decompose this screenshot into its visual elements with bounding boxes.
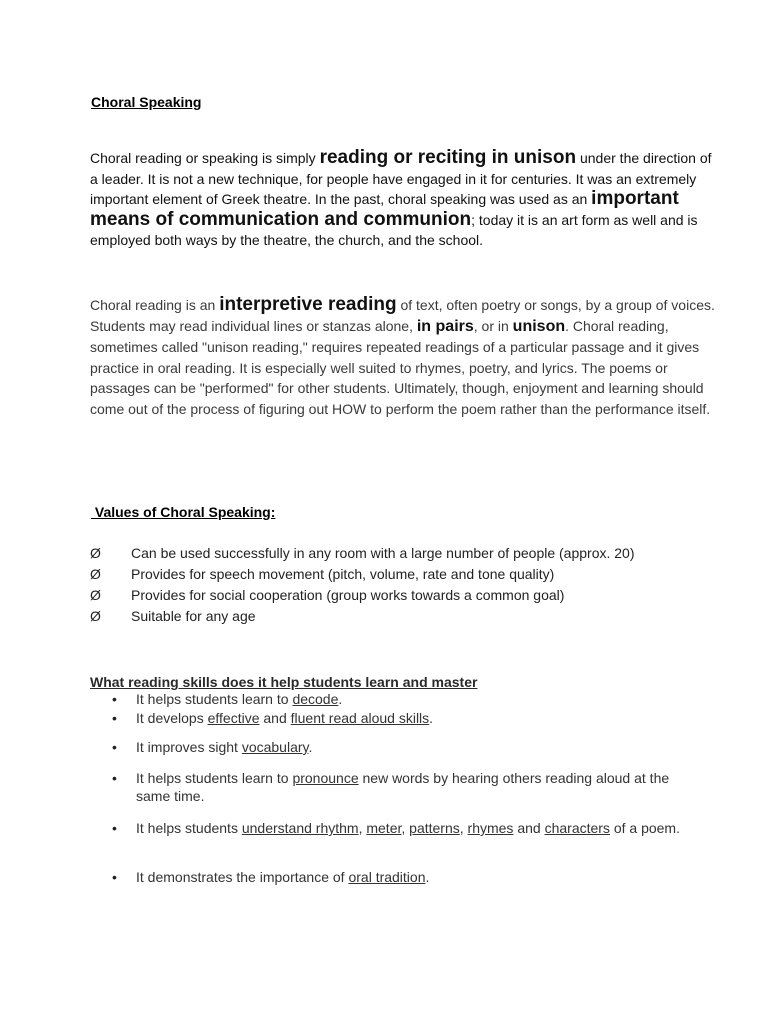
bullet-icon: • bbox=[112, 820, 117, 836]
values-list bbox=[90, 543, 635, 627]
skills-list-item bbox=[112, 738, 702, 756]
skills-term: vocabulary bbox=[241, 739, 309, 755]
skills-text: and bbox=[259, 710, 291, 726]
skills-term: characters bbox=[544, 820, 610, 836]
skills-text: , bbox=[358, 820, 367, 836]
skills-term: patterns bbox=[409, 820, 460, 836]
definition-emphasis-unison: unison bbox=[512, 317, 566, 335]
definition-text-a: Choral reading is an bbox=[90, 297, 220, 313]
skills-text: It improves sight bbox=[136, 739, 242, 755]
intro-text-c: under the direction of a leader. It is not a new technique, for people have engaged in it for centuries. It was an extremely important element of Greek theatre. In the past, choral speaking was used as an bbox=[90, 150, 712, 207]
skills-list-item bbox=[112, 868, 702, 886]
definition-emphasis-interpretive: interpretive reading bbox=[219, 294, 397, 315]
bullet-icon: • bbox=[112, 710, 117, 726]
values-item-text: Provides for speech movement (pitch, volume, rate and tone quality) bbox=[131, 566, 555, 582]
definition-text-c: of text, often poetry or songs, by a group of voices. Students may read individual lines or stanzas alone, bbox=[90, 297, 715, 334]
bullet-icon: • bbox=[112, 691, 117, 707]
skills-term: effective bbox=[207, 710, 260, 726]
skills-item-text bbox=[136, 868, 429, 886]
skills-text: It demonstrates the importance of bbox=[136, 869, 349, 885]
skills-term: rhymes bbox=[467, 820, 514, 836]
skills-text: . bbox=[338, 691, 343, 707]
skills-term: pronounce bbox=[292, 770, 359, 786]
definition-text-g: . Choral reading, sometimes called "unison reading," requires repeated readings of a particular passage and it gives practice in oral reading. It is especially well suited to rhymes, poetry, and lyrics. The poems or passages can be "performed" for other students. Ultimately, though, enjoyment and learning should come out of the process of figuring out HOW to perform the poem rather than the performance itself. bbox=[90, 317, 711, 417]
skills-text: and bbox=[513, 820, 545, 836]
values-item-text: Can be used successfully in any room with a large number of people (approx. 20) bbox=[131, 545, 635, 561]
skills-item-text bbox=[136, 769, 696, 805]
skills-text: new words by hearing others reading aloud at the same time. bbox=[136, 770, 670, 804]
skills-text: It develops bbox=[136, 710, 208, 726]
definition-text-e: , or in bbox=[473, 317, 513, 334]
intro-emphasis-unison: reading or reciting in unison bbox=[319, 147, 577, 168]
values-heading: Values of Choral Speaking: bbox=[91, 504, 276, 520]
skills-text: , bbox=[459, 820, 468, 836]
skills-list-item bbox=[112, 690, 702, 708]
empty-set-bullet-icon: Ø bbox=[90, 608, 101, 624]
page-title: Choral Speaking bbox=[91, 94, 202, 110]
skills-term: meter bbox=[366, 820, 402, 836]
values-list-item bbox=[90, 606, 635, 627]
skills-term: understand rhythm bbox=[241, 820, 359, 836]
skills-list-item bbox=[112, 819, 702, 837]
values-list-item bbox=[90, 543, 635, 564]
intro-paragraph bbox=[90, 148, 720, 251]
definition-emphasis-pairs: in pairs bbox=[416, 317, 474, 335]
skills-list-item bbox=[112, 769, 702, 805]
skills-item-text bbox=[136, 819, 696, 837]
skills-text: It helps students learn to bbox=[136, 770, 293, 786]
skills-text: It helps students bbox=[136, 820, 242, 836]
skills-term: fluent read aloud skills bbox=[290, 710, 430, 726]
skills-item-text bbox=[136, 709, 433, 727]
values-list-item bbox=[90, 564, 635, 585]
skills-heading: What reading skills does it help students learn and master bbox=[90, 674, 478, 690]
intro-text-e: ; today it is an art form as well and is employed both ways by the theatre, the church, and the school. bbox=[90, 211, 698, 248]
skills-text: . bbox=[429, 710, 434, 726]
skills-text: of a poem. bbox=[609, 820, 680, 836]
empty-set-bullet-icon: Ø bbox=[90, 566, 101, 582]
skills-list-item bbox=[112, 709, 702, 727]
empty-set-bullet-icon: Ø bbox=[90, 587, 101, 603]
skills-text: . bbox=[308, 739, 313, 755]
values-item-text: Provides for social cooperation (group works towards a common goal) bbox=[131, 587, 565, 603]
skills-text: . bbox=[425, 869, 430, 885]
skills-term: decode bbox=[292, 691, 339, 707]
values-list-item bbox=[90, 585, 635, 606]
empty-set-bullet-icon: Ø bbox=[90, 545, 101, 561]
bullet-icon: • bbox=[112, 869, 117, 885]
skills-term: oral tradition bbox=[348, 869, 426, 885]
values-item-text: Suitable for any age bbox=[131, 608, 256, 624]
skills-item-text bbox=[136, 690, 342, 708]
definition-paragraph bbox=[90, 295, 720, 419]
bullet-icon: • bbox=[112, 739, 117, 755]
intro-emphasis-communication: important means of communication and communion bbox=[90, 188, 679, 230]
bullet-icon: • bbox=[112, 770, 117, 786]
skills-item-text bbox=[136, 738, 312, 756]
skills-text: It helps students learn to bbox=[136, 691, 293, 707]
skills-text: , bbox=[401, 820, 410, 836]
intro-text-a: Choral reading or speaking is simply bbox=[90, 150, 320, 166]
